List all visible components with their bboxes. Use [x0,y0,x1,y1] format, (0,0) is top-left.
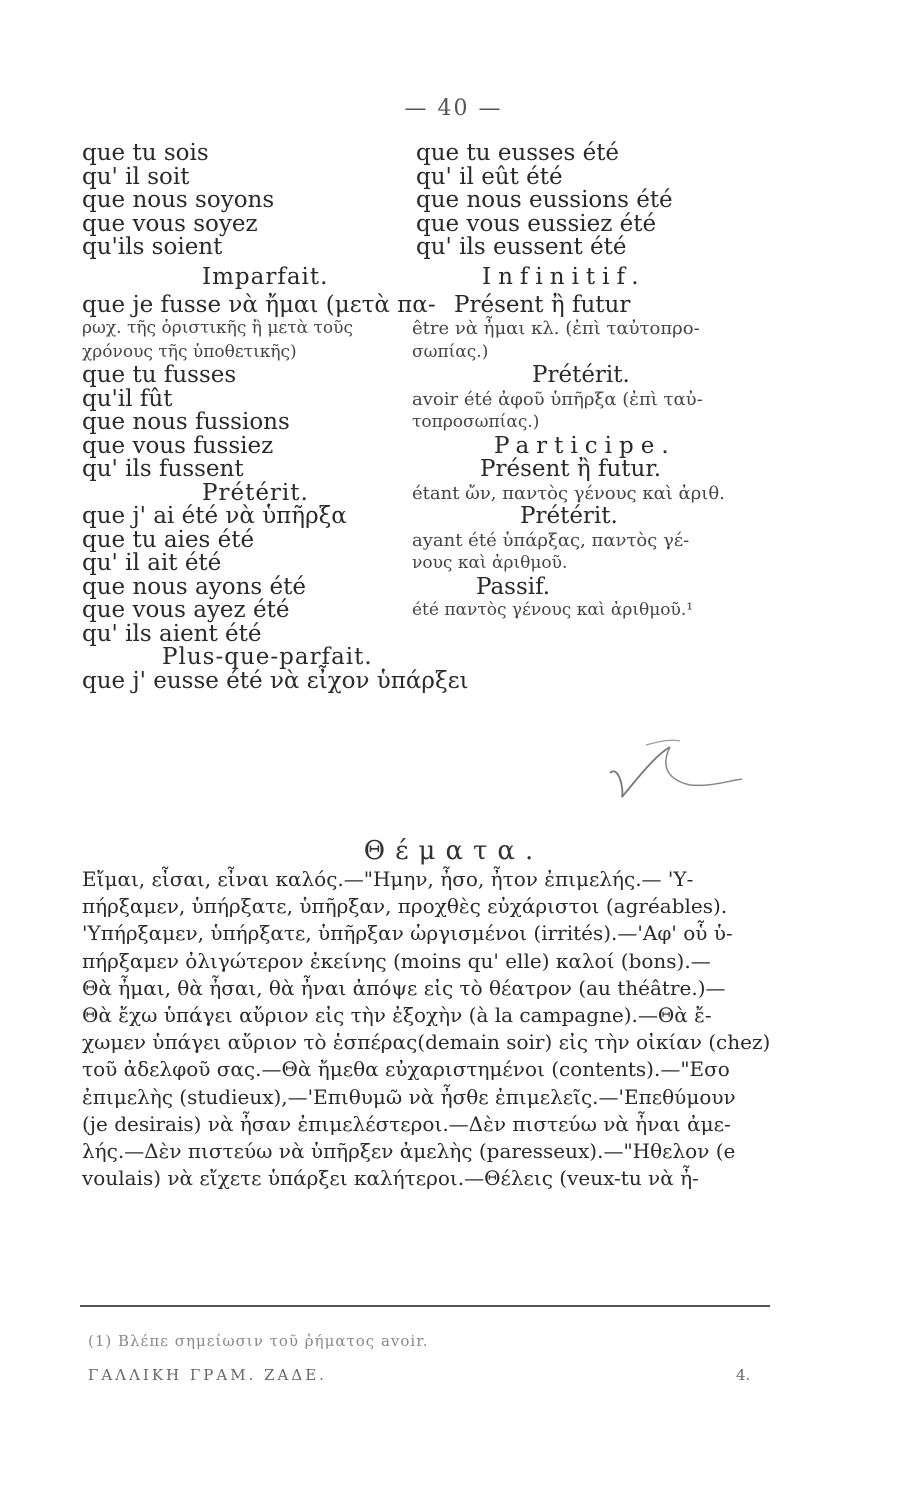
text-line: πήρξαμεν, ὑπήρξατε, ὑπῆρξαν, προχθὲς εὐχάριστοι (agréables). [82,894,728,919]
tense-heading-preterit: Prétérit. [520,503,618,529]
conjugation-line: ayant été ὑπάρξας, παντὸς γέ- [412,529,690,551]
conjugation-line: que nous soyons [82,187,275,213]
conjugation-line: que tu sois [82,140,209,166]
footnote-divider [80,1305,770,1307]
text-line: Θὰ ἔχω ὑπάγει αὔριον εἰς τὴν ἐξοχὴν (à la campagne).—Θὰ ἔ- [82,1002,712,1027]
greek-note-line: ρωχ. τῆς ὁριστικῆς ἢ μετὰ τοῦς [82,318,354,338]
signature-number: 4. [736,1366,751,1384]
tense-heading-present: Présent ἢ futur [454,291,631,318]
tense-heading-preterit: Prétérit. [202,479,309,506]
signature-mark-text: ΓΑΛΛΙΚΗ ΓΡΑΜ. ΖΑΔΕ. [88,1366,327,1384]
conjugation-line: qu' ils fussent [82,456,244,482]
text-line: λής.—Δὲν πιστεύω νὰ ὑπῆρξεν ἀμελὴς (paresseux).—"Ηθελον (e [82,1138,736,1163]
right-column [412,142,882,623]
greek-note-line: νους καὶ ἀριθμοῦ. [412,553,568,573]
greek-note-line: τοπροσωπίας.) [412,412,540,432]
conjugation-line: que vous soyez [82,210,258,237]
tense-heading-imparfait: Imparfait. [202,263,329,290]
tense-heading-preterit: Prétérit. [532,362,630,388]
voice-heading-passif: Passif. [476,573,551,600]
text-line: πήρξαμεν ὀλιγώτερον ἐκείνης (moins qu' elle) καλοί (bons).— [82,948,711,973]
conjugation-line: que nous eussions été [416,187,673,213]
page-number: — 40 — [404,96,503,121]
conjugation-line: qu' il ait été [82,550,222,576]
text-line: χωμεν ὑπάγει αὔριον τὸ ἑσπέρας(demain soir) εἰς τὴν οἰκίαν (chez) [82,1030,770,1055]
mood-heading-participe: Participe. [494,432,676,459]
greek-note-line: σωπίας.) [412,341,489,362]
conjugation-line: que tu fusses [82,362,237,388]
conjugation-line: que vous fussiez [82,432,274,459]
conjugation-line: que j' ai été νὰ ὑπῆρξα [82,503,347,529]
conjugation-line: que nous ayons été [82,573,306,600]
conjugation-line: étant ὤν, παντὸς γένους καὶ ἀριθ. [412,482,725,504]
conjugation-line: qu' ils eussent été [416,234,627,260]
tense-heading-present: Présent ἢ futur. [480,456,662,482]
greek-note-line: χρόνους τῆς ὑποθετικῆς) [82,341,297,362]
conjugation-line: que tu eusses été [416,140,620,166]
conjugation-line: qu' il eût été [416,163,563,190]
conjugation-line: que j' eusse été νὰ εἶχον ὑπάρξει [82,667,469,694]
text-line: 'Υπήρξαμεν, ὑπήρξατε, ὑπῆρξαν ὠργισμένοι (irrités).—'Αφ' οὗ ὑ- [82,921,733,946]
handwritten-signature-mark [600,735,750,805]
text-line: voulais) νὰ εἴχετε ὑπάρξει καλήτεροι.—Θέλεις (veux-tu νὰ ἦ- [82,1166,699,1191]
exercise-text [82,866,770,1192]
text-line: ἐπιμελὴς (studieux),—'Επιθυμῶ νὰ ἦσθε ἐπιμελεῖς.—'Επεθύμουν [82,1084,736,1109]
conjugation-line: qu' il soit [82,163,190,190]
text-line: (je desirais) νὰ ἦσαν ἐπιμελέστεροι.—Δὲν πιστεύω νὰ ἦναι ἀμε- [82,1111,731,1136]
conjugation-line: être νὰ ἦμαι κλ. (ἐπὶ ταὐτοπρο- [412,318,700,339]
section-title: Θέματα. [363,836,544,866]
footnote: (1) Βλέπε σημείωσιν τοῦ ῥήματος avoir. [88,1332,429,1350]
text-line: Εἴμαι, εἶσαι, εἶναι καλός.—"Ημην, ἦσο, ἦτον ἐπιμελής.— 'Υ- [82,867,694,891]
text-line: τοῦ ἀδελφοῦ σας.—Θὰ ἤμεθα εὐχαριστημένοι (contents).—"Εσο [82,1057,730,1082]
conjugation-line: que vous ayez été [82,597,290,623]
tense-heading-plus-que-parfait: Plus-que-parfait. [162,644,373,670]
conjugation-line: qu' ils aient été [82,620,262,647]
conjugation-line: qu'il fût [82,385,173,412]
conjugation-line: que tu aies été [82,526,255,553]
conjugation-line: été παντὸς γένους καὶ ἀριθμοῦ.¹ [412,600,694,620]
conjugation-line: qu'ils soient [82,234,223,260]
conjugation-line: que je fusse νὰ ἤμαι (μετὰ πα- [82,291,436,318]
conjugation-line: que vous eussiez été [416,210,657,237]
mood-heading-infinitif: Infinitif. [482,263,646,290]
conjugation-line: que nous fussions [82,409,290,435]
conjugation-line: avoir été ἀφοῦ ὑπῆρξα (ἐπὶ ταὐ- [412,388,703,410]
text-line: Θὰ ἦμαι, θὰ ἦσαι, θὰ ἦναι ἀπόψε εἰς τὸ θέατρον (au théâtre.)— [82,975,726,1000]
